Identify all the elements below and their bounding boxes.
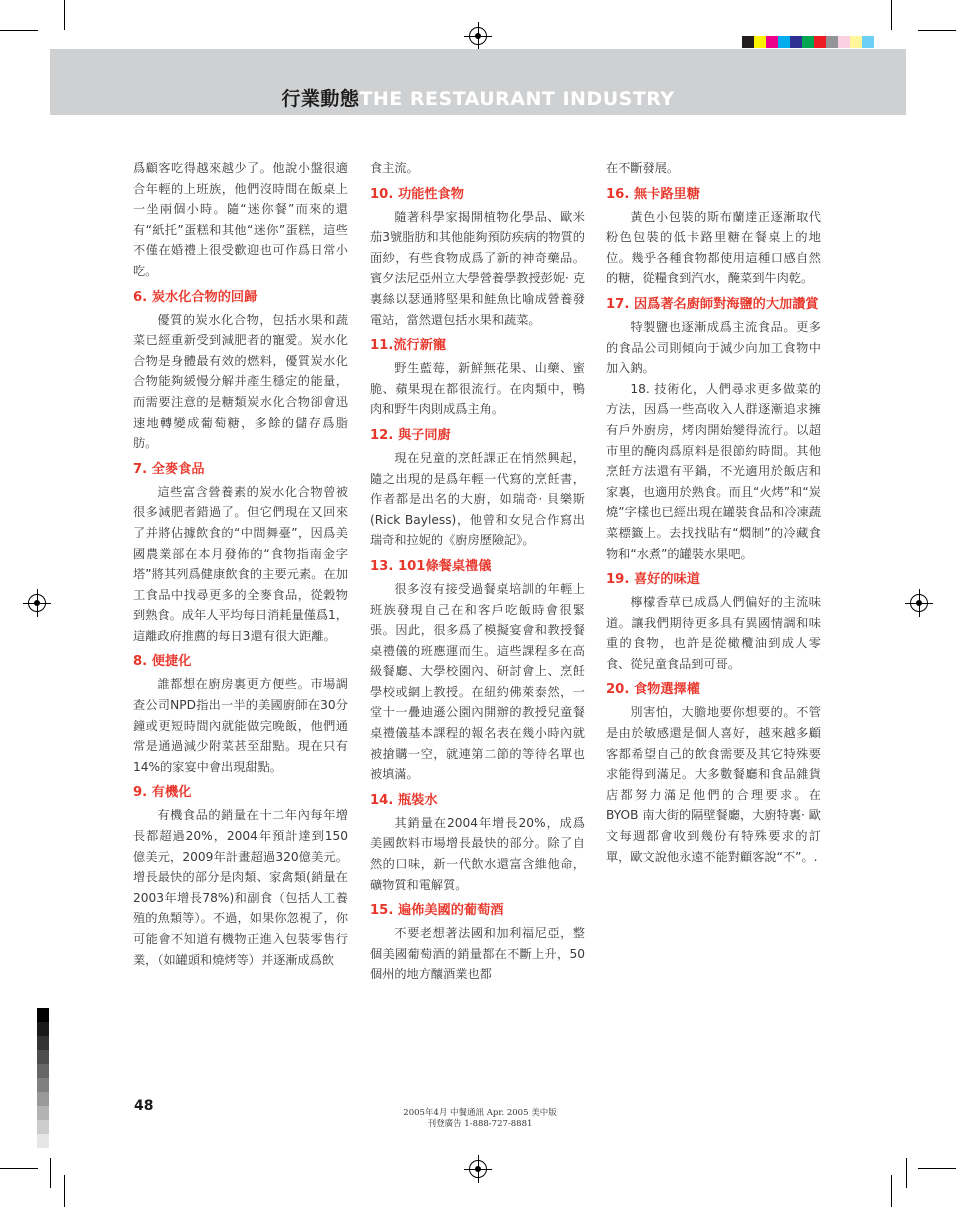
crop-mark (0, 30, 38, 31)
body-paragraph: 優質的炭水化合物，包括水果和蔬菜已經重新受到減肥者的寵愛。炭水化合物是身體最有效的燃料，優質炭水化合物能夠緩慢分解并產生穩定的能量，而需要注意的是糖類炭水化合物卻會迅速地轉變成葡萄糖，多餘的儲存爲脂肪。 (133, 312, 348, 451)
body-paragraph: 誰都想在廚房裏更方便些。市場調查公司NPD指出一半的美國廚師在30分鐘或更短時間內就能做完晚飯，他們通常是通過減少附菜甚至甜點。現在只有14%的家宴中會出現甜點。 (133, 677, 348, 774)
article-column-3 (606, 158, 821, 867)
body-paragraph: 不要老想著法國和加利福尼亞，整個美國葡萄酒的銷量都在不斷上升，50個州的地方釀酒業也都 (370, 926, 585, 982)
section-title-chinese: 行業動態 (281, 88, 360, 110)
color-swatch (778, 36, 790, 48)
registration-mark-bottom (469, 1160, 487, 1178)
body-paragraph: 食主流。 (370, 161, 419, 175)
body-paragraph: 其銷量在2004年增長20%，成爲美國飲料市場增長最快的部分。除了自然的口味，新一代飲水還富含維他命，礦物質和電解質。 (370, 815, 585, 892)
color-swatch (766, 36, 778, 48)
article-column-1 (133, 158, 348, 970)
crop-mark (891, 1175, 892, 1207)
body-paragraph: 有機食品的銷量在十二年內每年增長都超過20%，2004年預計達到150億美元，2009年計畫超過320億美元。增長最快的部分是肉類、家禽類(銷量在2003年增長78%)和副食（包括人工養殖的魚類等）。不過，如果你忽視了，你可能會不知道有機物正進入包裝零售行業，（如罐頭和燒烤等）并逐漸成爲飲 (133, 808, 348, 967)
body-paragraph: 隨著科學家揭開植物化學品、歐米茄3號脂肪和其他能夠預防疾病的物質的面紗，有些食物成爲了新的神奇藥品。賓夕法尼亞州立大學營養學教授彭妮· 克裏絲以瑟通將堅果和鮭魚比喻成營養發電站，當然還包括水果和蔬菜。 (370, 209, 585, 327)
crop-mark (64, 1175, 65, 1207)
crop-mark (906, 1158, 907, 1188)
grayscale-calibration-bar (37, 1008, 49, 1148)
article-column-2 (370, 158, 585, 985)
color-swatch (814, 36, 826, 48)
body-paragraph: 18. 技術化，人們尋求更多做菜的方法，因爲一些高收入人群逐漸追求擁有戶外廚房，烤肉開始變得流行。以超市里的醃肉爲原料是很節約時間。其他烹飪方法還有平鍋，不光適用於飯店和家裏，也適用於熟食。而且“火烤”和“炭燒”字樣也已經出現在罐裝食品和冷凍蔬菜標籤上。去找找貼有“燜制”的冷藏食物和“水煮”的罐裝水果吧。 (606, 381, 821, 561)
section-heading: 11.流行新寵 (370, 338, 447, 354)
header-band (50, 49, 906, 115)
section-title-english: THE RESTAURANT INDUSTRY (359, 88, 675, 110)
registration-mark-right (910, 594, 928, 612)
color-calibration-bar (742, 36, 874, 48)
body-paragraph: 特製鹽也逐漸成爲主流食品。更多的食品公司則傾向于減少向加工食物中加入鈉。 (606, 319, 821, 376)
section-heading: 8. 便捷化 (133, 654, 192, 670)
crop-mark (891, 0, 892, 30)
body-paragraph: 檸檬香草已成爲人們偏好的主流味道。讓我們期待更多具有異國情調和味重的食物，也許是從橄欖油到成人零食、從兒童食品到可哥。 (606, 595, 821, 671)
grayscale-swatch (37, 1134, 49, 1148)
color-swatch (838, 36, 850, 48)
footer-publication-info: 2005年4月 中餐通訊 Apr. 2005 美中版 (403, 1108, 557, 1118)
body-paragraph: 爲顧客吃得越來越少了。他說小盤很適合年輕的上班族，他們沒時間在飯桌上一坐兩個小時。隨“迷你餐”而來的還有“紙托”蛋糕和其他“迷你”蛋糕，這些不僅在婚禮上很受歡迎也可作爲日常小吃。 (133, 161, 348, 278)
color-swatch (850, 36, 862, 48)
color-swatch (754, 36, 766, 48)
grayscale-swatch (37, 1008, 49, 1022)
section-heading: 7. 全麥食品 (133, 461, 205, 477)
color-swatch (826, 36, 838, 48)
body-paragraph: 很多沒有接受過餐桌培訓的年輕上班族發現自己在和客戶吃飯時會很緊張。因此，很多爲了模擬宴會和教授餐桌禮儀的班應運而生。這些課程多在高級餐廳、大學校園內、研討會上、烹飪學校或網上教授。在紐約佛萊泰然，一堂十一疊迪遜公園內開辦的教授兒童餐桌禮儀基本課程的報名表在幾小時內就被搶購一空，就連第二節的等待名單也被填滿。 (370, 581, 585, 782)
section-title (50, 84, 906, 111)
section-heading: 9. 有機化 (133, 785, 192, 801)
section-heading: 12. 與子同廚 (370, 427, 451, 443)
registration-mark-top (469, 27, 487, 45)
grayscale-swatch (37, 1064, 49, 1078)
color-swatch (802, 36, 814, 48)
grayscale-swatch (37, 1120, 49, 1134)
color-swatch (790, 36, 802, 48)
crop-mark (918, 30, 956, 31)
grayscale-swatch (37, 1050, 49, 1064)
body-paragraph: 這些富含營養素的炭水化合物曾被很多減肥者錯過了。但它們現在又回來了并將佔據飲食的“中間舞臺”，因爲美國農業部在本月發佈的“食物指南金字塔”將其列爲健康飲食的主要元素。在加工食品中找尋更多的全麥食品，從穀物到熟食。成年人平均每日消耗量僅爲1，這離政府推薦的每日3還有很大距離。 (133, 484, 348, 643)
grayscale-swatch (37, 1036, 49, 1050)
section-heading: 15. 遍佈美國的葡萄酒 (370, 903, 504, 919)
body-paragraph: 黃色小包裝的斯布蘭達正逐漸取代粉色包裝的低卡路里糖在餐桌上的地位。幾乎各種食物都使用這種口感自然的糖，從糧食到汽水，醃菜到牛肉乾。 (606, 209, 821, 286)
section-heading: 19. 喜好的味道 (606, 572, 700, 588)
section-heading: 16. 無卡路里糖 (606, 186, 700, 202)
section-heading: 17. 因爲著名廚師對海鹽的大加讚賞 (606, 296, 819, 312)
page-number: 48 (134, 1098, 154, 1114)
crop-mark (918, 1168, 956, 1169)
grayscale-swatch (37, 1092, 49, 1106)
body-paragraph: 別害怕，大膽地要你想要的。不管是由於敏感還是個人喜好，越來越多顧客都希望自己的飲食需要及其它特殊要求能得到滿足。大多數餐廳和食品雜貨店都努力滿足他們的合理要求。在BYOB 南大街的隔壁餐廳，大廚特裏· 歐文每週都會收到幾份有特殊要求的訂單，歐文說他永遠不能對顧客說“不”。. (606, 705, 821, 864)
crop-mark (64, 0, 65, 30)
crop-mark (50, 1158, 51, 1188)
registration-mark-left (28, 594, 46, 612)
section-heading: 14. 瓶裝水 (370, 792, 438, 808)
section-heading: 13. 101條餐桌禮儀 (370, 558, 492, 574)
body-paragraph: 野生藍莓，新鮮無花果、山藥、蜜脆、蘋果現在都很流行。在肉類中，鴨肉和野牛肉則成爲主角。 (370, 361, 585, 417)
grayscale-swatch (37, 1106, 49, 1120)
grayscale-swatch (37, 1078, 49, 1092)
grayscale-swatch (37, 1022, 49, 1036)
crop-mark (0, 1168, 38, 1169)
footer-advertising-contact: 刊登廣告 1-888-727-8881 (427, 1119, 533, 1129)
section-heading: 10. 功能性食物 (370, 186, 464, 202)
body-paragraph: 在不斷發展。 (606, 161, 680, 175)
section-heading: 6. 炭水化合物的回歸 (133, 289, 258, 305)
color-swatch (862, 36, 874, 48)
section-heading: 20. 食物選擇權 (606, 682, 700, 698)
body-paragraph: 現在兒童的烹飪課正在悄然興起，隨之出現的是爲年輕一代寫的烹飪書，作者都是出名的大廚，如瑞奇· 貝樂斯(Rick Bayless)，他曾和女兒合作寫出瑞奇和拉妮的《廚房歷險記》。 (370, 450, 585, 548)
color-swatch (742, 36, 754, 48)
